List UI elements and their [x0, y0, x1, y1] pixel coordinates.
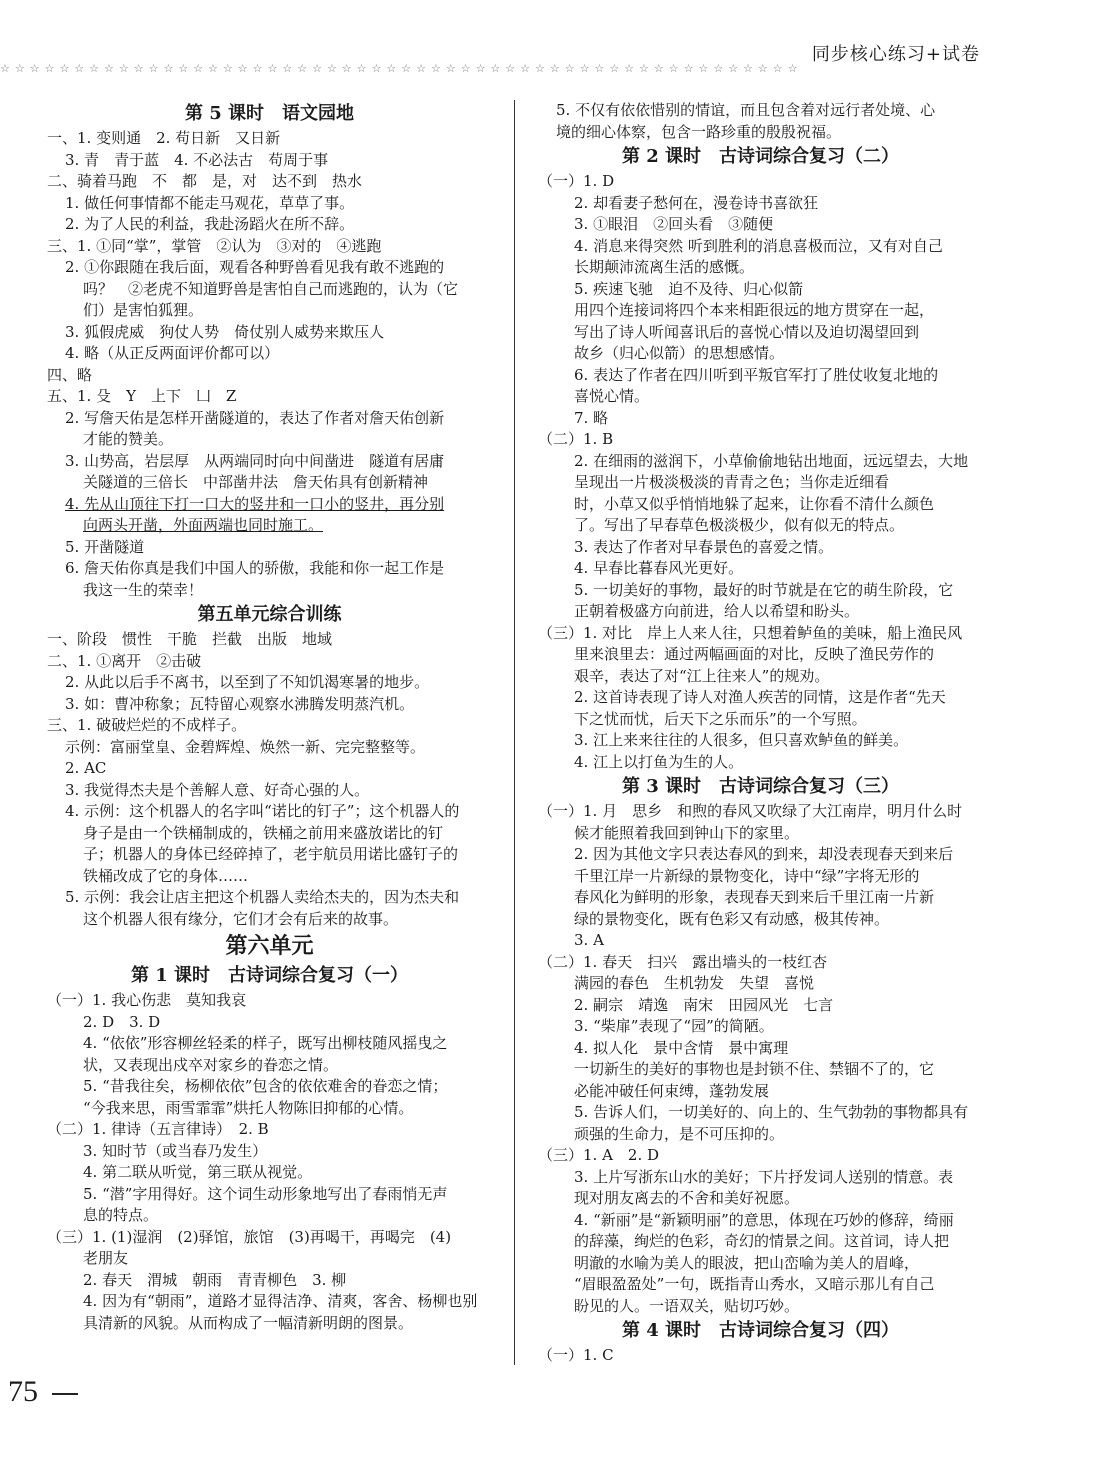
answer-line: 2. 这首诗表现了诗人对渔人疾苦的同情，这是作者“先天 [574, 688, 946, 706]
answer-line: 3. ①眼泪 ②回头看 ③随便 [574, 215, 774, 233]
answer-line: （二）1. B [538, 430, 614, 448]
header-title: 同步核心练习+试卷 [811, 44, 980, 65]
answer-line: 3. 如：曹冲称象；瓦特留心观察水沸腾发明蒸汽机。 [65, 694, 415, 713]
answer-line: （二）1. 春天 扫兴 露出墙头的一枝红杏 [538, 952, 828, 971]
section-title: 第 1 课时 古诗词综合复习（一） [130, 965, 409, 986]
answer-line: 5. 开凿隧道 [65, 537, 145, 556]
answer-line: 写出了诗人听闻喜讯后的喜悦心情以及迫切渴望回到 [574, 322, 920, 341]
answer-line: 5. “潜”字用得好。这个词生动形象地写出了春雨悄无声 [83, 1184, 448, 1203]
answer-line: 3. 我觉得杰夫是个善解人意、好奇心强的人。 [65, 780, 370, 799]
answer-line: 3. 狐假虎威 狗仗人势 倚仗别人威势来欺压人 [65, 322, 385, 341]
answer-line: 我这一生的荣幸！ [83, 580, 204, 599]
answer-line: 1. 做任何事情都不能走马观花，草草了事。 [65, 193, 355, 212]
answer-line: 4. 因为有“朝雨”，道路才显得洁净、清爽，客舍、杨柳也别 [83, 1292, 478, 1310]
answer-line: 2. 却看妻子愁何在，漫卷诗书喜欲狂 [574, 193, 819, 212]
answer-line: 3. “柴扉”表现了“园”的简陋。 [574, 1017, 774, 1035]
answer-line: （一）1. 月 思乡 和煦的春风又吹绿了大江南岸，明月什么时 [538, 802, 963, 820]
answer-line: 2. 写詹天佑是怎样开凿隧道的，表达了作者对詹天佑创新 [65, 408, 445, 427]
answer-line: 关隧道的三倍长 中部凿井法 詹天佑具有创新精神 [83, 473, 429, 491]
answer-line: “今我来思，雨雪霏霏”烘托人物陈旧抑郁的心情。 [83, 1098, 414, 1117]
answer-line: 6. 表达了作者在四川听到平叛官军打了胜仗收复北地的 [574, 365, 939, 384]
answer-line: 现对朋友离去的不舍和美好祝愿。 [574, 1189, 800, 1207]
answer-line: 2. 嗣宗 靖逸 南宋 田园风光 七言 [574, 995, 834, 1014]
answer-line: 5. “昔我往矣，杨柳依依”包含的依依难舍的眷恋之情； [83, 1077, 448, 1095]
answer-line: 才能的赞美。 [83, 430, 174, 448]
answer-line: 一、1. 变则通 2. 苟日新 又日新 [47, 129, 281, 147]
answer-line: 5. 告诉人们，一切美好的、向上的、生气勃勃的事物都具有 [574, 1103, 969, 1121]
answer-line: 里来浪里去：通过两幅画面的对比，反映了渔民劳作的 [574, 645, 935, 663]
answer-line: 3. 江上来来往往的人很多，但只喜欢鲈鱼的鲜美。 [574, 731, 909, 749]
answer-line: 4. “依依”形容柳丝轻柔的样子，既写出柳枝随风摇曳之 [83, 1034, 448, 1052]
answer-line: 示例：富丽堂皇、金碧辉煌、焕然一新、完完整整等。 [65, 737, 426, 756]
answer-line: 状，又表现出戍卒对家乡的眷恋之情。 [83, 1055, 339, 1074]
answer-line: 身子是由一个铁桶制成的，铁桶之前用来盛放诺比的钉 [83, 823, 444, 842]
answer-line: 了。写出了早春草色极淡极少，似有似无的特点。 [574, 516, 905, 534]
answer-line: 4. “新丽”是“新颖明丽”的意思，体现在巧妙的修辞，绮丽 [574, 1210, 954, 1229]
answer-line: （三）1. A 2. D [538, 1146, 660, 1164]
column-divider [514, 100, 515, 1365]
answer-line: 息的特点。 [83, 1206, 159, 1224]
answer-line: 3. 表达了作者对早春景色的喜爱之情。 [574, 537, 834, 556]
answer-line: 3. 山势高，岩层厚 从两端同时向中间凿进 隧道有居庸 [65, 451, 445, 470]
answer-line: 4. 早春比暮春风光更好。 [574, 559, 744, 577]
answer-line: 2. 在细雨的滋润下，小草偷偷地钻出地面，远远望去，大地 [574, 451, 969, 470]
answer-line: 的辞藻，绚烂的色彩，奇幻的情景之间。这首词，诗人把 [574, 1232, 950, 1250]
answer-line: 老朋友 [83, 1249, 129, 1267]
answer-line: 一、阶段 惯性 干脆 拦截 出版 地域 [47, 630, 333, 648]
answer-line: 7. 略 [574, 408, 609, 427]
answer-line: 5. 疾速飞驰 迫不及待、归心似箭 [574, 279, 804, 298]
answer-line: 4. 先从山顶往下打一口大的竖井和一口小的竖井，再分别 [65, 494, 445, 513]
answer-line: 4. 第二联从听觉，第三联从视觉。 [83, 1163, 313, 1181]
answer-line: 铁桶改成了它的身体…… [83, 866, 249, 885]
star-border: ☆☆☆☆☆☆☆☆☆☆☆☆☆☆☆☆☆☆☆☆☆☆☆☆☆☆☆☆☆☆☆☆☆☆☆☆☆☆☆☆☆☆☆☆☆☆☆☆☆☆☆☆☆☆ [0, 62, 803, 75]
answer-line: 用四个连接词将四个本来相距很远的地方贯穿在一起， [574, 301, 935, 319]
answer-line: 长期颠沛流离生活的感慨。 [574, 258, 755, 276]
answer-line: 三、1. 破破烂烂的不成样子。 [47, 716, 247, 734]
answer-line: 故乡（归心似箭）的思想感情。 [574, 344, 785, 362]
answer-line: 3. 青 青于蓝 4. 不必法古 苟周于事 [65, 150, 329, 169]
answer-line: 4. 江上以打鱼为生的人。 [574, 752, 744, 771]
answer-line: 5. 一切美好的事物，最好的时节就是在它的萌生阶段，它 [574, 580, 954, 599]
left-column [47, 100, 492, 1334]
answer-line: 5. 示例：我会让店主把这个机器人卖给杰夫的，因为杰夫和 [65, 888, 460, 906]
page-number: 75 [8, 1375, 38, 1408]
section-title: 第 5 课时 语文园地 [184, 103, 355, 124]
answer-line: 2. ①你跟随在我后面，观看各种野兽看见我有敢不逃跑的 [65, 258, 445, 276]
answer-line: 4. 消息来得突然 听到胜利的消息喜极而泣，又有对自己 [574, 236, 943, 255]
section-title: 第 2 课时 古诗词综合复习（二） [621, 146, 900, 167]
answer-line: 5. 不仅有依依惜别的情谊，而且包含着对远行者处境、心 [556, 101, 936, 119]
answer-line: 艰辛，表达了对“江上往来人”的规劝。 [574, 666, 830, 685]
answer-line: “眉眼盈盈处”一句，既指青山秀水，又暗示那儿有自己 [574, 1275, 935, 1293]
answer-line: 明澈的水喻为美人的眼波，把山峦喻为美人的眉峰， [574, 1253, 920, 1272]
answer-line: 满园的春色 生机勃发 失望 喜悦 [574, 974, 815, 992]
answer-line: 2. 因为其他文字只表达春风的到来，却没表现春天到来后 [574, 845, 954, 863]
answer-line: 们）是害怕狐狸。 [83, 301, 204, 319]
answer-line: 具清新的风貌。从而构成了一幅清新明朗的图景。 [83, 1313, 414, 1332]
section-title: 第 4 课时 古诗词综合复习（四） [621, 1320, 900, 1341]
answer-line: （三）1. (1)湿润 (2)驿馆，旅馆 (3)再喝干，再喝完 (4) [47, 1227, 452, 1246]
answer-line: 6. 詹天佑你真是我们中国人的骄傲，我能和你一起工作是 [65, 559, 445, 577]
answer-line: 这个机器人很有缘分，它们才会有后来的故事。 [83, 909, 399, 928]
answer-line: 4. 拟人化 景中含情 景中寓理 [574, 1038, 789, 1057]
answer-line: 2. AC [65, 759, 107, 777]
unit-title: 第六单元 [225, 933, 314, 959]
answer-line: 2. D 3. D [83, 1012, 161, 1031]
section-title: 第五单元综合训练 [197, 604, 342, 625]
answer-line: 顽强的生命力，是不可压抑的。 [574, 1124, 785, 1143]
answer-line: 3. 知时节（或当春乃发生） [83, 1141, 268, 1160]
answer-line: 时，小草又似乎悄悄地躲了起来，让你看不清什么颜色 [574, 494, 935, 513]
answer-line: （二）1. 律诗（五言律诗） 2. B [47, 1120, 269, 1138]
answer-line: 四、略 [47, 365, 93, 384]
right-column [538, 100, 983, 1367]
answer-line: 千里江岸一片新绿的景物变化，诗中“绿”字将无形的 [574, 866, 920, 885]
answer-line: 3. A [574, 931, 604, 949]
answer-line: （一）1. D [538, 172, 615, 190]
answer-line: 二、1. ①离开 ②击破 [47, 651, 202, 670]
page-number-dash [52, 1393, 78, 1395]
answer-line: 喜悦心情。 [574, 387, 650, 405]
answer-line: （三）1. 对比 岸上人来人往，只想着鲈鱼的美味，船上渔民风 [538, 623, 963, 642]
answer-line: 境的细心体察，包含一路珍重的殷殷祝福。 [556, 122, 842, 141]
answer-line: 一切新生的美好的事物也是封锁不住、禁锢不了的，它 [574, 1060, 935, 1078]
answer-line: 呈现出一片极淡极淡的青青之色；当你走近细看 [574, 473, 890, 491]
answer-line: 2. 为了人民的利益，我赴汤蹈火在所不辞。 [65, 215, 355, 233]
answer-line: 三、1. ①同“掌”，掌管 ②认为 ③对的 ④逃跑 [47, 236, 382, 255]
answer-line: 2. 从此以后手不离书，以至到了不知饥渴寒暑的地步。 [65, 673, 430, 691]
answer-line: 子；机器人的身体已经碎掉了，老宇航员用诺比盛钉子的 [83, 845, 459, 863]
answer-line: 2. 春天 渭城 朝雨 青青柳色 3. 柳 [83, 1270, 347, 1289]
answer-line: 二、骑着马跑 不 都 是，对 达不到 热水 [47, 172, 363, 190]
answer-line: 候才能照着我回到钟山下的家里。 [574, 823, 800, 842]
answer-line: 春风化为鲜明的形象，表现春天到来后千里江南一片新 [574, 888, 935, 906]
answer-line: 4. 示例：这个机器人的名字叫“诺比的钉子”；这个机器人的 [65, 802, 460, 820]
section-title: 第 3 课时 古诗词综合复习（三） [621, 776, 900, 797]
answer-line: 向两头开凿，外面两端也同时施工。 [83, 516, 324, 534]
answer-line: 3. 上片写浙东山水的美好；下片抒发词人送别的情意。表 [574, 1167, 954, 1186]
answer-line: 4. 略（从正反两面评价都可以） [65, 344, 280, 362]
answer-line: 下之忧而忧，后天下之乐而乐”的一个写照。 [574, 709, 867, 728]
answer-line: 五、1. 殳 Y 上下 凵 Z [47, 387, 237, 405]
answer-line: 吗？ ②老虎不知道野兽是害怕自己而逃跑的，认为（它 [83, 279, 459, 298]
answer-line: （一）1. C [538, 1346, 614, 1364]
answer-line: 盼见的人。一语双关，贴切巧妙。 [574, 1296, 800, 1315]
answer-line: （一）1. 我心伤悲 莫知我哀 [47, 991, 247, 1009]
answer-line: 必能冲破任何束缚，蓬勃发展 [574, 1081, 770, 1100]
answer-line: 绿的景物变化，既有色彩又有动感，极其传神。 [574, 909, 890, 928]
answer-line: 正朝着极盛方向前进，给人以希望和盼头。 [574, 602, 860, 620]
